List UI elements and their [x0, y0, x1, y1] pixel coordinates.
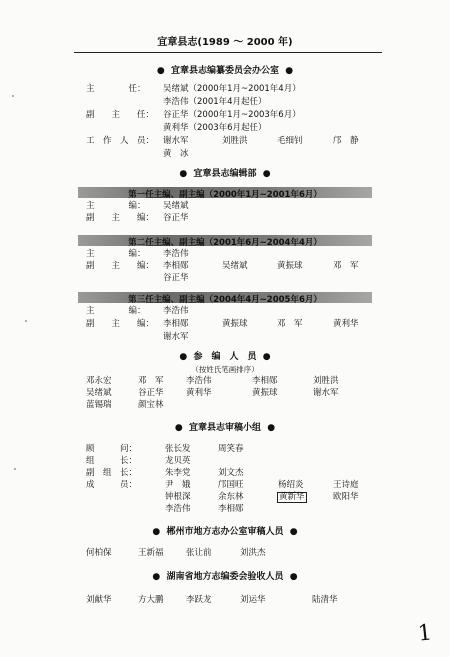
participant-name: 邓永宏 [86, 376, 112, 386]
participant-name: 蓝锡瑞 [86, 400, 112, 410]
section-title-editorial: ● 宜章县志编辑部 ● [179, 169, 271, 179]
review-value: 王诗庭 [333, 480, 359, 490]
review-value: 朱李党 [165, 468, 191, 478]
hunan-reviewer-name: 李跃龙 [186, 595, 212, 605]
scan-speck [14, 468, 16, 470]
editorial-value: 邓 军 [333, 261, 359, 271]
participant-name: 谷正华 [138, 388, 164, 398]
hunan-reviewer-name: 刘献华 [86, 595, 112, 605]
participant-name: 李浩伟 [186, 376, 212, 386]
chenzhou-reviewer-name: 刘洪杰 [240, 548, 266, 558]
editorial-value: 吴绪斌 [163, 201, 189, 211]
editorial-row-label: 主 编： [86, 249, 146, 259]
review-value: 杨绍炎 [278, 480, 304, 490]
editorial-row-label: 主 编： [86, 201, 146, 211]
editorial-row-label: 副 主 编： [86, 261, 155, 271]
review-value: 钟根深 [165, 492, 191, 502]
page-number: 1 [416, 620, 434, 647]
editorial-row-label: 副 主 编： [86, 213, 155, 223]
term-banner: 第三任主编、副主编（2004年4月~2005年6月） [78, 292, 372, 303]
review-value-boxed: 黄新华 [279, 492, 305, 502]
editorial-value: 黄振球 [222, 319, 248, 329]
chenzhou-reviewer-name: 王新福 [138, 548, 164, 558]
scan-speck [12, 95, 14, 97]
header-rule [74, 52, 382, 53]
term-banner: 第一任主编、副主编（2000年1月~2001年6月） [78, 187, 372, 198]
editorial-value: 李相郧 [163, 319, 189, 329]
editorial-value: 谷正华 [163, 213, 189, 223]
review-value: 李相郧 [218, 504, 244, 514]
review-row-label: 顾 问： [86, 444, 138, 454]
office-value: 黄 冰 [163, 149, 189, 159]
review-row-label: 组 长： [86, 456, 138, 466]
review-value: 张长发 [165, 444, 191, 454]
editorial-value: 李浩伟 [163, 306, 189, 316]
review-row-label: 成 员： [86, 480, 138, 490]
office-value: 黄利华（2003年6月起任） [163, 123, 267, 133]
office-row-label: 工 作 人 员： [86, 136, 155, 146]
editorial-row-label: 主 编： [86, 306, 146, 316]
chenzhou-reviewer-name: 张让前 [186, 548, 212, 558]
participant-name: 李相郧 [252, 376, 278, 386]
section-title-chenzhou-review: ● 郴州市地方志办公室审稿人员 ● [152, 527, 298, 537]
participant-name: 黄利华 [186, 388, 212, 398]
participant-name: 谢水军 [313, 388, 339, 398]
participant-name: 吴绪斌 [86, 388, 112, 398]
editorial-value: 谷正华 [163, 273, 189, 283]
review-value: 龙贝英 [165, 456, 191, 466]
review-value: 刘文杰 [218, 468, 244, 478]
office-value: 刘胜洪 [222, 136, 248, 146]
editorial-row-label: 副 主 编： [86, 319, 155, 329]
page-header: 宜章县志(1989 ～ 2000 年) [157, 37, 293, 48]
scan-speck [25, 320, 27, 322]
section-title-review-group: ● 宜章县志审稿小组 ● [174, 423, 276, 433]
hunan-reviewer-name: 陆清华 [312, 595, 338, 605]
hunan-reviewer-name: 方大鹏 [138, 595, 164, 605]
review-value: 余东林 [218, 492, 244, 502]
participant-name: 颜宝林 [138, 400, 164, 410]
chenzhou-reviewer-name: 何柏保 [86, 548, 112, 558]
editorial-value: 李相郧 [163, 261, 189, 271]
office-value: 毛细钊 [277, 136, 303, 146]
office-row-label: 主 任： [86, 84, 146, 94]
editorial-value: 吴绪斌 [222, 261, 248, 271]
participant-name: 黄振球 [252, 388, 278, 398]
editorial-value: 李浩伟 [163, 249, 189, 259]
office-value: 李浩伟（2001年4月起任） [163, 97, 267, 107]
participants-subtitle: （按姓氏笔画排序） [191, 365, 259, 374]
editorial-value: 黄振球 [277, 261, 303, 271]
review-value: 周笑春 [218, 444, 244, 454]
participant-name: 刘胜洪 [313, 376, 339, 386]
review-value: 李浩伟 [165, 504, 191, 514]
term-banner: 第二任主编、副主编（2001年6月~2004年4月） [78, 235, 372, 246]
office-row-label: 副 主 任： [86, 110, 155, 120]
office-value: 谷正华（2000年1月~2003年6月） [163, 110, 301, 120]
participant-name: 邓 军 [138, 376, 164, 386]
editorial-value: 谢水军 [163, 332, 189, 342]
office-value: 谢水军 [163, 136, 189, 146]
editorial-value: 邓 军 [277, 319, 303, 329]
hunan-reviewer-name: 刘运华 [240, 595, 266, 605]
section-title-participants: ● 参 编 人 员 ● [179, 352, 271, 362]
review-value: 欧阳华 [333, 492, 359, 502]
office-value: 吴绪斌（2000年1月~2001年4月） [163, 84, 301, 94]
section-title-hunan-review: ● 湖南省地方志编委会验收人员 ● [152, 572, 298, 582]
editorial-value: 黄利华 [333, 319, 359, 329]
office-value: 邝 静 [333, 136, 359, 146]
section-title-office: ● 宜章县志编纂委员会办公室 ● [156, 66, 294, 76]
review-row-label: 副 组 长： [86, 468, 138, 478]
review-value: 尹 娥 [165, 480, 191, 490]
review-value: 邝国旺 [218, 480, 244, 490]
